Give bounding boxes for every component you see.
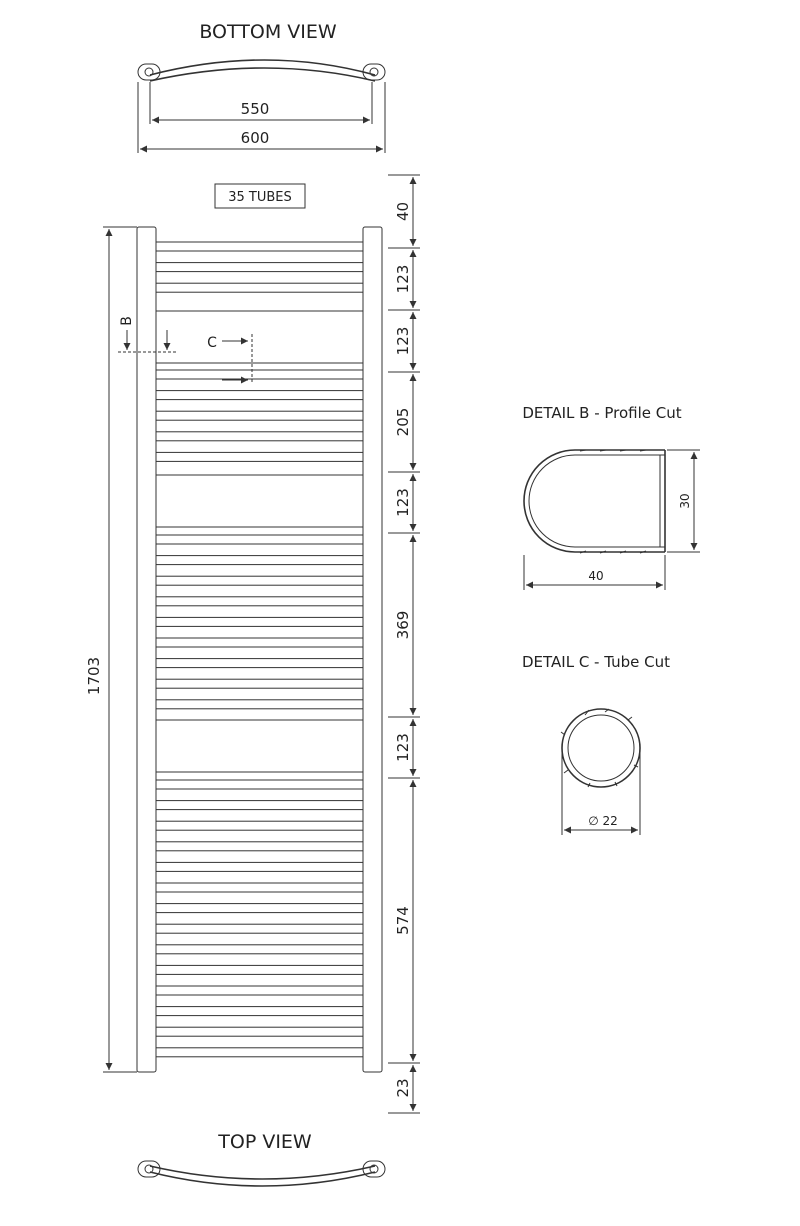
detail-b-title: DETAIL B - Profile Cut xyxy=(522,404,682,422)
tube xyxy=(156,391,363,400)
vertical-dimension-label: 574 xyxy=(394,906,412,935)
tube xyxy=(156,452,363,461)
tube xyxy=(156,986,363,995)
section-c-label: C xyxy=(207,335,217,351)
tube xyxy=(156,1007,363,1016)
tube xyxy=(156,720,363,772)
tube xyxy=(156,535,363,544)
tube xyxy=(156,945,363,954)
radiator-front-view xyxy=(137,227,382,1072)
tube xyxy=(156,965,363,974)
tube xyxy=(156,904,363,913)
total-height-label: 1703 xyxy=(85,656,103,696)
tube xyxy=(156,638,363,647)
vertical-dimension-chain xyxy=(388,175,420,1113)
tube xyxy=(156,432,363,441)
tube xyxy=(156,924,363,933)
top-view-outline xyxy=(138,1161,385,1186)
vertical-dimension-label: 123 xyxy=(394,733,412,762)
vertical-dimension-label: 40 xyxy=(394,201,412,222)
tube xyxy=(156,411,363,420)
tube xyxy=(156,842,363,851)
tube xyxy=(156,283,363,292)
vertical-dimension-label: 123 xyxy=(394,264,412,294)
tube-count-label: 35 TUBES xyxy=(228,190,292,205)
tube-group xyxy=(156,242,363,1057)
width-600-label: 600 xyxy=(240,129,270,147)
width-550-label: 550 xyxy=(240,100,270,118)
tube xyxy=(156,1048,363,1057)
tube xyxy=(156,370,363,379)
detail-c-title: DETAIL C - Tube Cut xyxy=(521,653,671,671)
tube xyxy=(156,801,363,810)
detail-c-tube xyxy=(561,709,640,787)
tube xyxy=(156,700,363,709)
tube xyxy=(156,597,363,606)
tube xyxy=(156,679,363,688)
tube xyxy=(156,780,363,789)
tube xyxy=(156,862,363,871)
vertical-dimension-label: 23 xyxy=(394,1078,412,1098)
section-b-marker xyxy=(118,316,178,352)
tube xyxy=(156,556,363,565)
detail-c-diameter-label: ∅ 22 xyxy=(588,814,618,828)
tube xyxy=(156,1027,363,1036)
bottom-view-title: BOTTOM VIEW xyxy=(199,21,337,43)
left-rail xyxy=(137,227,156,1072)
tube xyxy=(156,617,363,626)
vertical-dimension-label: 369 xyxy=(394,610,412,640)
tube xyxy=(156,821,363,830)
top-view-title: TOP VIEW xyxy=(218,1131,312,1153)
tube xyxy=(156,311,363,363)
tube xyxy=(156,883,363,892)
tube xyxy=(156,242,363,251)
tube xyxy=(156,475,363,527)
vertical-dimension-label: 123 xyxy=(394,488,412,517)
tube xyxy=(156,263,363,272)
detail-b-height-label: 30 xyxy=(678,493,692,509)
right-rail xyxy=(363,227,382,1072)
tube xyxy=(156,659,363,668)
bottom-view-outline xyxy=(138,60,385,81)
detail-b-width-label: 40 xyxy=(588,569,604,583)
vertical-dimension-label: 205 xyxy=(394,407,412,437)
vertical-dimension-label: 123 xyxy=(394,326,412,356)
tube xyxy=(156,576,363,585)
section-c-marker xyxy=(207,334,252,382)
section-b-label: B xyxy=(119,316,135,326)
detail-b-profile xyxy=(524,450,665,553)
